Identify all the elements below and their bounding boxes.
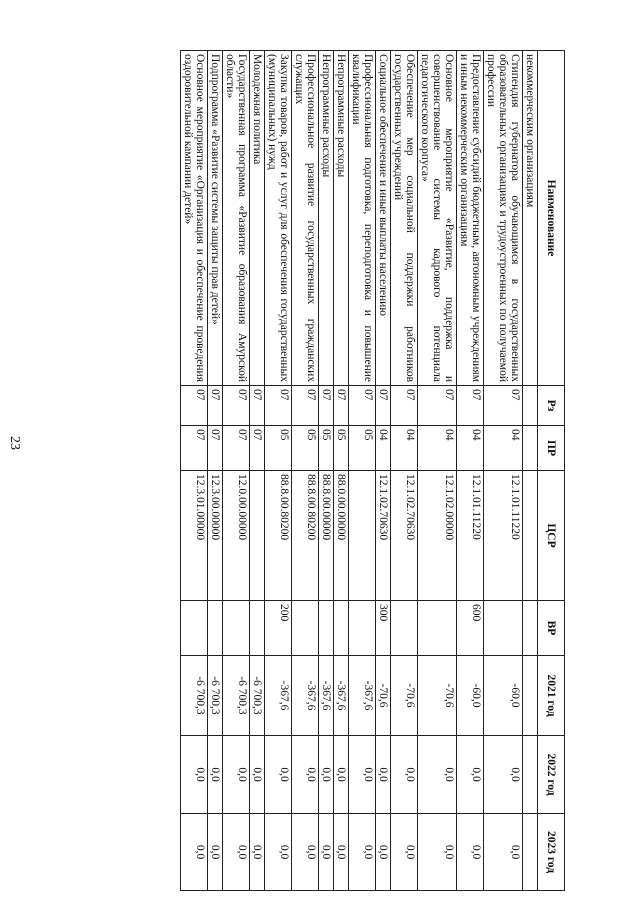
cell-rz: 07 bbox=[250, 386, 265, 426]
table-row bbox=[292, 51, 319, 891]
cell-vr bbox=[250, 601, 265, 656]
cell-pr: 05 bbox=[334, 426, 349, 471]
cell-vr bbox=[319, 601, 334, 656]
cell-name: некоммерческим организациям bbox=[523, 51, 538, 386]
header-2021: 2021 год bbox=[538, 656, 565, 736]
cell-csr: 12.1.02.70630 bbox=[391, 471, 418, 601]
cell-vr bbox=[208, 601, 223, 656]
cell-2022: 0,0 bbox=[319, 736, 334, 814]
table-row bbox=[457, 51, 484, 891]
cell-name: Непрограммные расходы bbox=[319, 51, 334, 386]
header-csr: ЦСР bbox=[538, 471, 565, 601]
cell-rz: 07 bbox=[292, 386, 319, 426]
header-2022: 2022 год bbox=[538, 736, 565, 814]
cell-rz: 07 bbox=[223, 386, 250, 426]
cell-rz: 07 bbox=[319, 386, 334, 426]
cell-name: Закупка товаров, работ и услуг для обеспечения государственных (муниципальных) нужд bbox=[265, 51, 292, 386]
header-rz: Рз bbox=[538, 386, 565, 426]
cell-2022: 0,0 bbox=[457, 736, 484, 814]
cell-pr: 05 bbox=[265, 426, 292, 471]
cell-rz: 07 bbox=[181, 386, 208, 426]
cell-name: Предоставление субсидий бюджетным, автономным учреждениям и иным некоммерческим организациям bbox=[457, 51, 484, 386]
cell-name: Профессиональная подготовка, переподготовка и повышение квалификации bbox=[349, 51, 376, 386]
table-row bbox=[376, 51, 391, 891]
cell-name: Основное мероприятие «Организация и обеспечение проведения оздоровительной кампании детей» bbox=[181, 51, 208, 386]
cell-rz: 07 bbox=[376, 386, 391, 426]
cell-rz bbox=[523, 386, 538, 426]
cell-csr: 88.8.00.00000 bbox=[319, 471, 334, 601]
cell-pr: 04 bbox=[457, 426, 484, 471]
cell-vr bbox=[334, 601, 349, 656]
cell-2023: 0,0 bbox=[265, 814, 292, 891]
cell-pr: 04 bbox=[391, 426, 418, 471]
cell-vr: 600 bbox=[457, 601, 484, 656]
cell-vr bbox=[223, 601, 250, 656]
rotated-table-container bbox=[95, 50, 565, 890]
table-row bbox=[319, 51, 334, 891]
table-row bbox=[484, 51, 523, 891]
table-row bbox=[250, 51, 265, 891]
cell-2023: 0,0 bbox=[484, 814, 523, 891]
cell-vr bbox=[484, 601, 523, 656]
cell-rz: 07 bbox=[457, 386, 484, 426]
page-number: 23 bbox=[7, 436, 22, 450]
cell-csr: 88.0.00.00000 bbox=[334, 471, 349, 601]
cell-csr: 12.3.00.00000 bbox=[208, 471, 223, 601]
cell-pr: 04 bbox=[484, 426, 523, 471]
cell-csr: 12.1.01.11220 bbox=[484, 471, 523, 601]
cell-2023: 0,0 bbox=[418, 814, 457, 891]
table-row bbox=[208, 51, 223, 891]
cell-pr: 07 bbox=[208, 426, 223, 471]
cell-2022: 0,0 bbox=[250, 736, 265, 814]
cell-rz: 07 bbox=[391, 386, 418, 426]
cell-pr: 05 bbox=[349, 426, 376, 471]
cell-2021: -6 700,3 bbox=[208, 656, 223, 736]
table-row bbox=[265, 51, 292, 891]
cell-2023: 0,0 bbox=[349, 814, 376, 891]
header-2023: 2023 год bbox=[538, 814, 565, 891]
header-pr: ПР bbox=[538, 426, 565, 471]
table-row bbox=[334, 51, 349, 891]
cell-name: Стипендия губернатора обучающимся в государственных образовательных организациях и трудоустроенных по получаемой профессии bbox=[484, 51, 523, 386]
cell-rz: 07 bbox=[334, 386, 349, 426]
cell-2021: -6 700,3 bbox=[250, 656, 265, 736]
cell-pr: 05 bbox=[292, 426, 319, 471]
cell-csr: 12.1.02.00000 bbox=[418, 471, 457, 601]
table-row bbox=[418, 51, 457, 891]
cell-vr bbox=[418, 601, 457, 656]
cell-vr: 200 bbox=[265, 601, 292, 656]
cell-2022: 0,0 bbox=[265, 736, 292, 814]
cell-csr: 12.1.02.70630 bbox=[376, 471, 391, 601]
cell-2023 bbox=[523, 814, 538, 891]
cell-2022: 0,0 bbox=[391, 736, 418, 814]
cell-2023: 0,0 bbox=[391, 814, 418, 891]
cell-2022: 0,0 bbox=[334, 736, 349, 814]
header-name: Наименование bbox=[538, 51, 565, 386]
cell-2021: -367,6 bbox=[292, 656, 319, 736]
cell-csr: 88.8.00.80200 bbox=[265, 471, 292, 601]
cell-2022: 0,0 bbox=[292, 736, 319, 814]
cell-pr: 07 bbox=[181, 426, 208, 471]
cell-2023: 0,0 bbox=[292, 814, 319, 891]
cell-2023: 0,0 bbox=[181, 814, 208, 891]
cell-2021: -367,6 bbox=[319, 656, 334, 736]
cell-name: Профессиональное развитие государственных гражданских служащих bbox=[292, 51, 319, 386]
cell-2021: -60,0 bbox=[457, 656, 484, 736]
cell-2021 bbox=[523, 656, 538, 736]
cell-2023: 0,0 bbox=[223, 814, 250, 891]
cell-csr: 12.0.00.00000 bbox=[223, 471, 250, 601]
cell-rz: 07 bbox=[265, 386, 292, 426]
header-vr: ВР bbox=[538, 601, 565, 656]
cell-csr: 12.3.01.00000 bbox=[181, 471, 208, 601]
cell-2023: 0,0 bbox=[457, 814, 484, 891]
cell-name: Государственная программа «Развитие образования Амурской области» bbox=[223, 51, 250, 386]
cell-pr: 07 bbox=[223, 426, 250, 471]
cell-2022: 0,0 bbox=[376, 736, 391, 814]
cell-pr: 07 bbox=[250, 426, 265, 471]
cell-csr bbox=[523, 471, 538, 601]
cell-rz: 07 bbox=[208, 386, 223, 426]
cell-2021: -367,6 bbox=[265, 656, 292, 736]
cell-csr bbox=[250, 471, 265, 601]
cell-2022: 0,0 bbox=[181, 736, 208, 814]
cell-2021: -6 700,3 bbox=[223, 656, 250, 736]
cell-2021: -70,6 bbox=[418, 656, 457, 736]
cell-rz: 07 bbox=[484, 386, 523, 426]
cell-2022: 0,0 bbox=[223, 736, 250, 814]
cell-name: Подпрограмма «Развитие системы защиты прав детей» bbox=[208, 51, 223, 386]
table-row bbox=[523, 51, 538, 891]
table-row bbox=[181, 51, 208, 891]
cell-vr bbox=[391, 601, 418, 656]
cell-2021: -60,0 bbox=[484, 656, 523, 736]
cell-pr: 04 bbox=[418, 426, 457, 471]
cell-pr: 05 bbox=[319, 426, 334, 471]
cell-2021: -367,6 bbox=[349, 656, 376, 736]
cell-vr: 300 bbox=[376, 601, 391, 656]
table-row bbox=[223, 51, 250, 891]
cell-name: Обеспечение мер социальной поддержки работников государственных учреждений bbox=[391, 51, 418, 386]
cell-2023: 0,0 bbox=[319, 814, 334, 891]
cell-vr bbox=[181, 601, 208, 656]
table-row bbox=[349, 51, 376, 891]
cell-vr bbox=[292, 601, 319, 656]
cell-vr bbox=[523, 601, 538, 656]
cell-2021: -70,6 bbox=[376, 656, 391, 736]
cell-name: Социальное обеспечение и иные выплаты населению bbox=[376, 51, 391, 386]
cell-name: Непрограммные расходы bbox=[334, 51, 349, 386]
cell-name: Основное мероприятие «Развитие, поддержка и совершенствование системы кадрового потенциала педагогического корпуса» bbox=[418, 51, 457, 386]
cell-2023: 0,0 bbox=[208, 814, 223, 891]
cell-2022 bbox=[523, 736, 538, 814]
table-row bbox=[391, 51, 418, 891]
cell-2021: -6 700,3 bbox=[181, 656, 208, 736]
cell-csr: 88.8.00.80200 bbox=[292, 471, 319, 601]
cell-2023: 0,0 bbox=[250, 814, 265, 891]
cell-rz: 07 bbox=[418, 386, 457, 426]
cell-2022: 0,0 bbox=[349, 736, 376, 814]
cell-2021: -70,6 bbox=[391, 656, 418, 736]
cell-pr: 04 bbox=[376, 426, 391, 471]
cell-2023: 0,0 bbox=[376, 814, 391, 891]
budget-table bbox=[180, 50, 565, 891]
cell-2022: 0,0 bbox=[208, 736, 223, 814]
cell-2022: 0,0 bbox=[484, 736, 523, 814]
cell-2021: -367,6 bbox=[334, 656, 349, 736]
cell-pr bbox=[523, 426, 538, 471]
table-header-row bbox=[538, 51, 565, 891]
cell-2022: 0,0 bbox=[418, 736, 457, 814]
cell-csr bbox=[349, 471, 376, 601]
cell-vr bbox=[349, 601, 376, 656]
cell-2023: 0,0 bbox=[334, 814, 349, 891]
cell-csr: 12.1.01.11220 bbox=[457, 471, 484, 601]
cell-rz: 07 bbox=[349, 386, 376, 426]
cell-name: Молодежная политика bbox=[250, 51, 265, 386]
